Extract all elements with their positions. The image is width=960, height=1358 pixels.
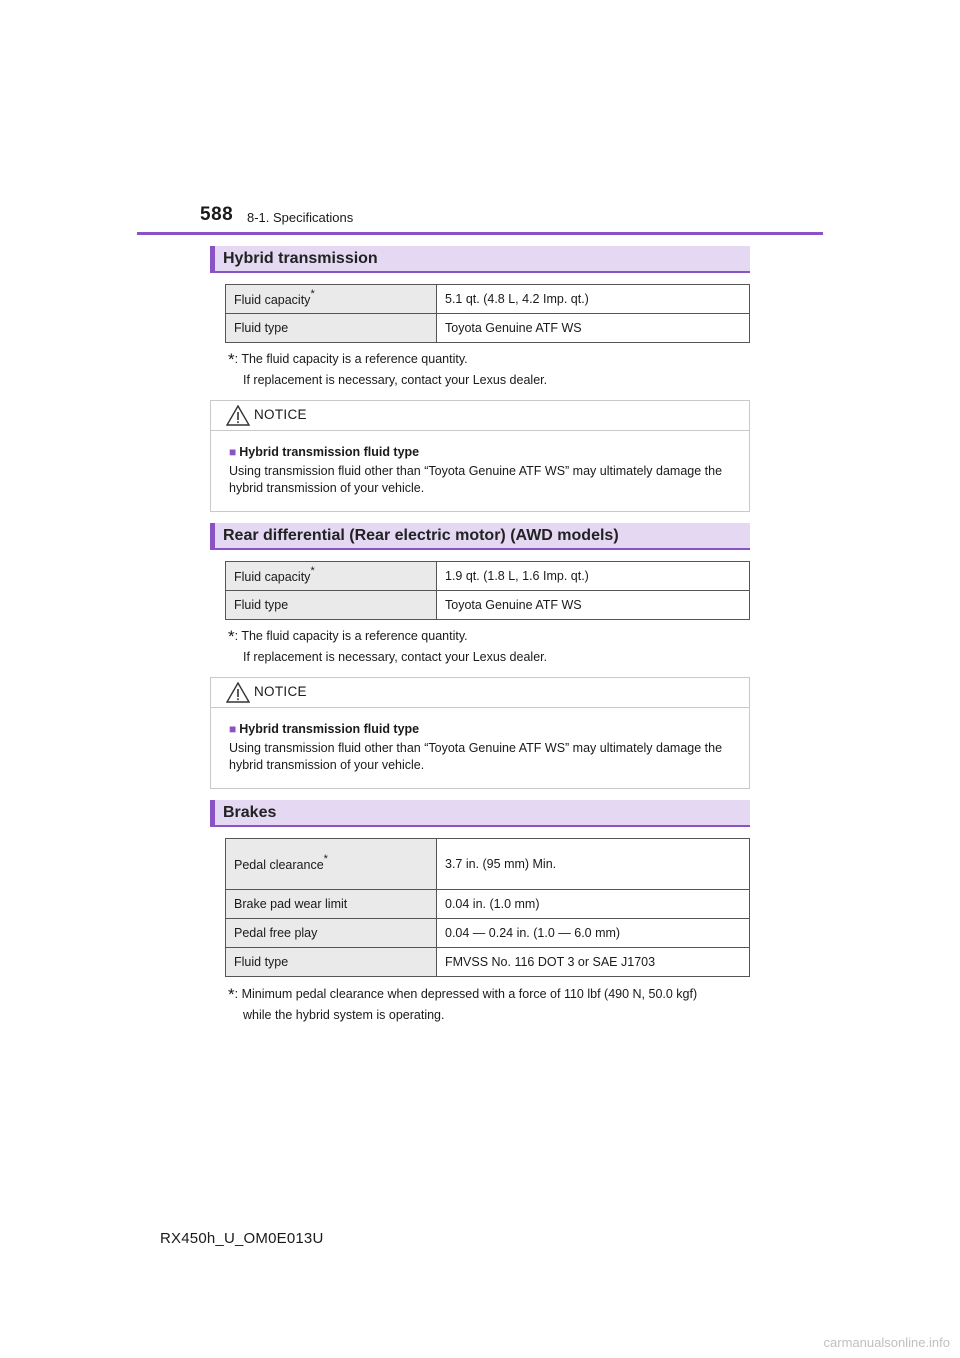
square-bullet-icon: ■ [229, 722, 237, 736]
section-heading-text: Hybrid transmission [223, 250, 378, 267]
spec-table-rear-differential [225, 561, 750, 620]
document-id: RX450h_U_OM0E013U [160, 1230, 324, 1247]
row-label: Fluid capacity [234, 570, 311, 585]
table-label-cell [226, 285, 437, 314]
notice-box [210, 400, 750, 512]
table-value-cell: 1.9 qt. (1.8 L, 1.6 Imp. qt.) [437, 562, 750, 591]
table-row [226, 890, 750, 919]
row-label: Fluid capacity [234, 293, 311, 308]
footnote-line: If replacement is necessary, contact your Lexus dealer. [243, 373, 548, 387]
notice-subtitle [229, 445, 739, 459]
table-label-cell: Fluid type [226, 314, 437, 343]
section-heading-text: Rear differential (Rear electric motor) (AWD models) [223, 527, 619, 544]
footnote [228, 626, 547, 667]
notice-body [211, 431, 749, 511]
table-value-cell: 5.1 qt. (4.8 L, 4.2 Imp. qt.) [437, 285, 750, 314]
notice-text: Using transmission fluid other than “Toyota Genuine ATF WS” may ultimately damage the hybrid transmission of your vehicle. [229, 464, 723, 495]
spec-table-hybrid-transmission [225, 284, 750, 343]
chapter-title: 8-1. Specifications [247, 210, 354, 225]
table-row [226, 948, 750, 977]
footnote-marker: * [323, 853, 328, 866]
footnote-line: : The fluid capacity is a reference quantity. [234, 629, 468, 643]
table-value-cell: Toyota Genuine ATF WS [437, 591, 750, 620]
section-heading-text: Brakes [223, 804, 277, 821]
notice-subtitle [229, 722, 739, 736]
watermark: carmanualsonline.info [823, 1335, 950, 1350]
row-label: Pedal clearance [234, 858, 324, 873]
warning-triangle-icon [226, 682, 250, 703]
footnote-star: * [228, 350, 235, 369]
footnote [228, 984, 697, 1025]
table-value-cell: FMVSS No. 116 DOT 3 or SAE J1703 [437, 948, 750, 977]
table-value-cell: Toyota Genuine ATF WS [437, 314, 750, 343]
footnote-marker: * [310, 565, 315, 578]
notice-box [210, 677, 750, 789]
table-label-cell [226, 839, 437, 890]
footnote-line: : The fluid capacity is a reference quantity. [234, 352, 468, 366]
section-heading-hybrid-transmission [210, 246, 750, 273]
footnote-line: while the hybrid system is operating. [243, 1008, 445, 1022]
warning-triangle-icon [226, 405, 250, 426]
table-value-cell: 0.04 in. (1.0 mm) [437, 890, 750, 919]
table-row [226, 919, 750, 948]
table-label-cell [226, 562, 437, 591]
table-row [226, 591, 750, 620]
footnote [228, 349, 547, 390]
table-label-cell: Fluid type [226, 948, 437, 977]
notice-subtitle-text: Hybrid transmission fluid type [239, 445, 420, 459]
notice-title: NOTICE [254, 407, 307, 422]
notice-header [211, 401, 749, 431]
spec-table-brakes [225, 838, 750, 977]
table-value-cell: 3.7 in. (95 mm) Min. [437, 839, 750, 890]
notice-title: NOTICE [254, 684, 307, 699]
table-row [226, 839, 750, 890]
table-label-cell: Pedal free play [226, 919, 437, 948]
section-heading-brakes [210, 800, 750, 827]
table-row [226, 562, 750, 591]
notice-text: Using transmission fluid other than “Toyota Genuine ATF WS” may ultimately damage the hybrid transmission of your vehicle. [229, 741, 723, 772]
notice-header [211, 678, 749, 708]
table-label-cell: Brake pad wear limit [226, 890, 437, 919]
table-label-cell: Fluid type [226, 591, 437, 620]
table-row [226, 285, 750, 314]
section-heading-rear-differential [210, 523, 750, 550]
footnote-line: If replacement is necessary, contact your Lexus dealer. [243, 650, 548, 664]
footnote-star: * [228, 985, 235, 1004]
header-divider [137, 232, 823, 235]
notice-subtitle-text: Hybrid transmission fluid type [239, 722, 420, 736]
footnote-line: : Minimum pedal clearance when depressed with a force of 110 lbf (490 N, 50.0 kgf) [234, 987, 698, 1001]
page-number: 588 [200, 204, 234, 225]
footnote-marker: * [310, 288, 315, 301]
notice-body [211, 708, 749, 788]
footnote-star: * [228, 627, 235, 646]
table-row [226, 314, 750, 343]
square-bullet-icon: ■ [229, 445, 237, 459]
table-value-cell: 0.04 — 0.24 in. (1.0 — 6.0 mm) [437, 919, 750, 948]
